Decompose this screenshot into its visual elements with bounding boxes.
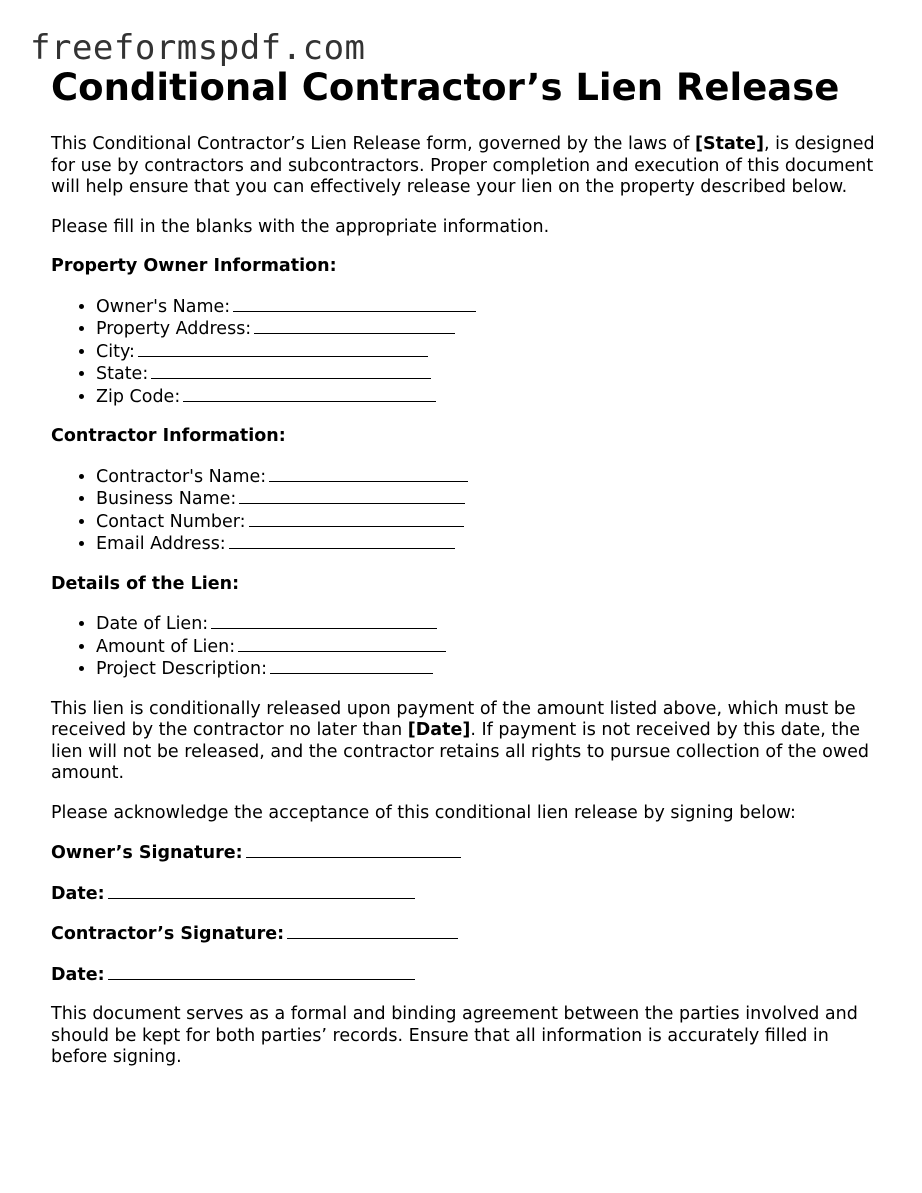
lien-release-document: [51, 66, 881, 1069]
lien-date-blank[interactable]: [211, 613, 437, 629]
city-item: [96, 341, 881, 364]
state-placeholder: [State]: [694, 134, 764, 154]
date-placeholder: [Date]: [407, 720, 471, 740]
lien-date-item: [96, 613, 881, 636]
owner-name-label: Owner's Name:: [96, 296, 231, 317]
project-description-item: [96, 658, 881, 681]
lien-field-list: [51, 613, 881, 681]
contractor-date-blank[interactable]: [108, 964, 415, 980]
lien-amount-item: [96, 636, 881, 659]
lien-amount-label: Amount of Lien:: [96, 636, 236, 657]
contact-number-label: Contact Number:: [96, 511, 246, 532]
project-description-label: Project Description:: [96, 659, 268, 679]
release-text-end: . If payment is not received by this date, the lien will not be released, and the contractor retains all rights to pursue collection of the owed amount.: [51, 720, 870, 783]
zip-code-blank[interactable]: [183, 386, 436, 402]
intro-text-end: , is designed for use by contractors and subcontractors. Proper completion and execution of this document will help ensure that you can effectively release your lien on the property described below.: [51, 134, 875, 197]
contractor-signature-blank[interactable]: [287, 923, 458, 939]
state-blank[interactable]: [151, 363, 431, 379]
state-item: [96, 363, 881, 386]
contractor-signature-label: Contractor’s Signature:: [51, 924, 285, 944]
lien-amount-blank[interactable]: [238, 636, 446, 652]
email-address-label: Email Address:: [96, 534, 226, 554]
owner-signature-line: [51, 842, 881, 865]
state-label: State:: [96, 364, 149, 384]
intro-text-start: This Conditional Contractor’s Lien Release form, governed by the laws of: [51, 134, 695, 154]
property-address-label: Property Address:: [96, 319, 252, 339]
lien-section-heading: Details of the Lien:: [51, 573, 240, 594]
owner-signature-blank[interactable]: [246, 842, 461, 858]
project-description-blank[interactable]: [270, 658, 433, 674]
owner-signature-label: Owner’s Signature:: [51, 843, 243, 863]
owner-date-label: Date:: [51, 883, 105, 904]
release-terms-paragraph: [51, 699, 881, 785]
contact-number-item: [96, 511, 881, 534]
owner-date-blank[interactable]: [108, 883, 415, 899]
owner-date-line: [51, 883, 881, 906]
property-address-item: [96, 318, 881, 341]
lien-date-label: Date of Lien:: [96, 614, 209, 634]
owner-field-list: [51, 296, 881, 409]
owner-name-item: [96, 296, 881, 319]
site-watermark: freeformspdf.com: [30, 28, 366, 68]
instructions-paragraph: Please fill in the blanks with the appropriate information.: [51, 216, 550, 237]
city-label: City:: [96, 341, 135, 362]
contractor-field-list: [51, 466, 881, 556]
business-name-label: Business Name:: [96, 489, 237, 509]
property-address-blank[interactable]: [254, 318, 455, 334]
release-text-start: This lien is conditionally released upon payment of the amount listed above, which must be received by the contractor no later than: [51, 698, 856, 740]
business-name-item: [96, 488, 881, 511]
acknowledgment-paragraph: Please acknowledge the acceptance of this conditional lien release by signing below:: [51, 802, 796, 823]
business-name-blank[interactable]: [239, 488, 465, 504]
contractor-signature-line: [51, 923, 881, 946]
contractor-date-line: [51, 964, 881, 987]
contractor-name-blank[interactable]: [269, 466, 468, 482]
contractor-name-label: Contractor's Name:: [96, 466, 267, 487]
intro-paragraph: [51, 134, 881, 199]
contractor-section-heading: Contractor Information:: [51, 426, 286, 446]
email-address-blank[interactable]: [229, 533, 455, 549]
email-address-item: [96, 533, 881, 556]
zip-code-item: [96, 386, 881, 409]
contact-number-blank[interactable]: [249, 511, 464, 527]
document-title: Conditional Contractor’s Lien Release: [51, 66, 840, 109]
owner-name-blank[interactable]: [233, 296, 476, 312]
contractor-name-item: [96, 466, 881, 489]
closing-paragraph: This document serves as a formal and binding agreement between the parties involved and should be kept for both parties’ records. Ensure that all information is accurately filled in before signing.: [51, 1004, 858, 1067]
owner-section-heading: Property Owner Information:: [51, 256, 337, 276]
zip-code-label: Zip Code:: [96, 386, 181, 407]
city-blank[interactable]: [138, 341, 428, 357]
contractor-date-label: Date:: [51, 964, 105, 985]
